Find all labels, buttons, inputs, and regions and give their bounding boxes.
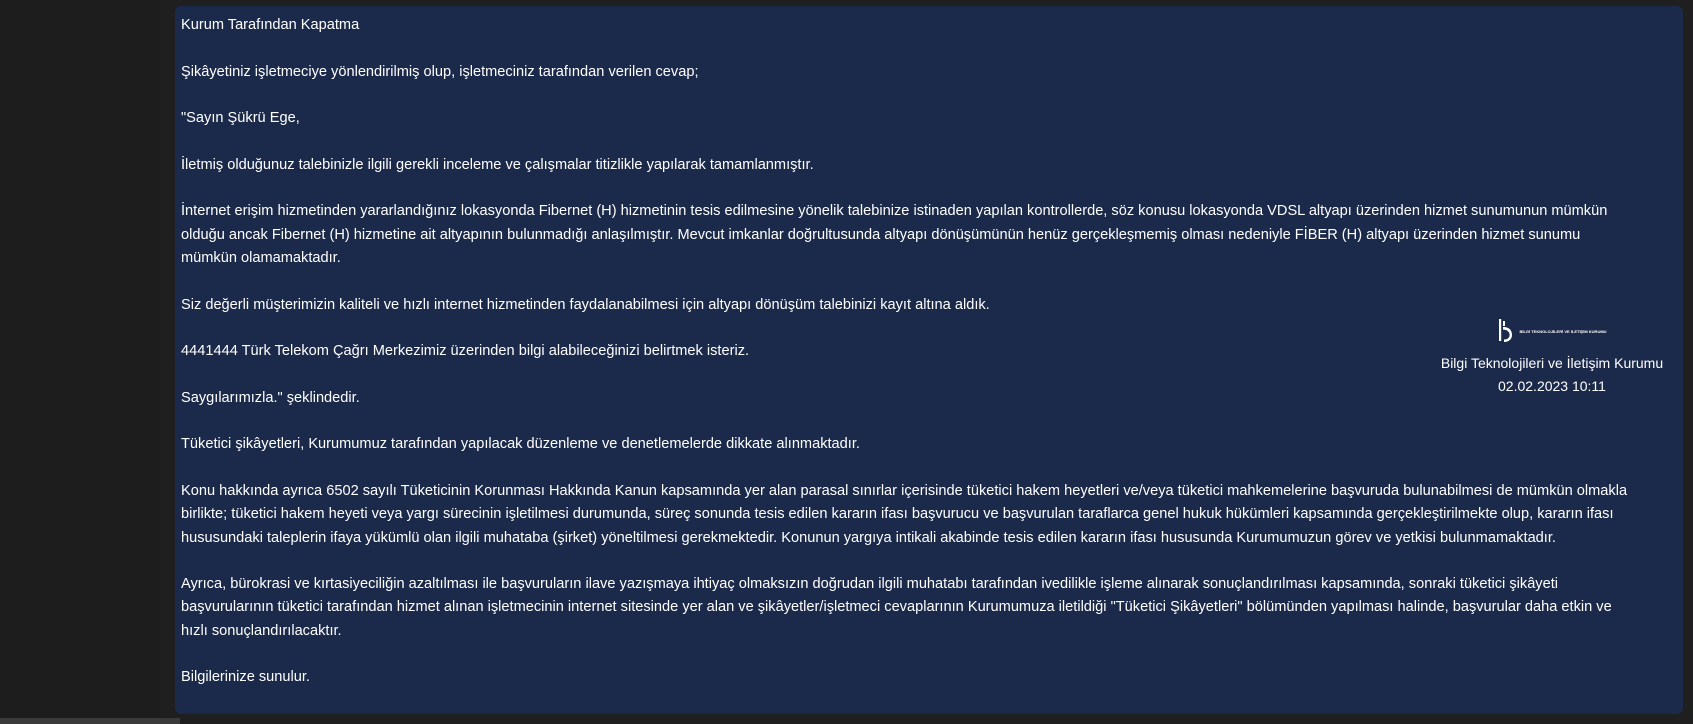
message-paragraph: Saygılarımızla." şeklindedir. [181, 389, 360, 406]
horizontal-scrollbar[interactable] [0, 718, 180, 724]
message-paragraph: Ayrıca, bürokrasi ve kırtasiyeciliğin azaltılması ile başvuruların ilave yazışmaya ihtiyaç olmaksızın doğrudan ilgili muhatabı tarafından ivedilikle işleme alınarak sonuçlandırılması kapsamında, sonraki tüketici şikâyeti başvurularının tüketici tarafından hizmet alınan işletmecinin internet sitesinde yer alan ve şikâyetler/işletmeci cevaplarının Kurumumuza iletildiği "Tüketici Şikâyetleri" bölümünden yapılması halinde, başvurular daha etkin ve hızlı sonuçlandırılacaktır. [181, 576, 1616, 639]
message-paragraph: Konu hakkında ayrıca 6502 sayılı Tüketicinin Korunması Hakkında Kanun kapsamında yer alan parasal sınırlar içerisinde tüketici hakem heyetleri ve/veya tüketici mahkemelerine başvuruda bulunabilmesi de mümkün olmakla birlikte; tüketici hakem heyeti veya yargı sürecinin işletilmesi durumunda, süreç sonunda tesis edilen kararın ifası başvurucu ve başvurulan taraflarca genel hukuk hükümleri kapsamında gerçekleştirilmekte olup, kararın ifası hususundaki taleplerin ifaya yükümlü olan ilgili muhataba (şirket) yöneltilmesi gerekmektedir. Konunun yargıya intikali akabinde tesis edilen kararın ifası hususunda Kurumumuzun görev ve yetkisi bulunmamaktadır. [181, 482, 1632, 546]
btk-logo-mark [1497, 317, 1515, 345]
sender-name: Bilgi Teknolojileri ve İletişim Kurumu [1440, 355, 1664, 371]
message-paragraph: İletmiş olduğunuz talebinizle ilgili gerekli inceleme ve çalışmalar titizlikle yapılarak tamamlanmıştır. [181, 156, 814, 173]
message-paragraph: Tüketici şikâyetleri, Kurumumuz tarafından yapılacak düzenleme ve denetlemelerde dikkate alınmaktadır. [181, 436, 860, 453]
message-paragraph: Siz değerli müşterimizin kaliteli ve hızlı internet hizmetinden faydalanabilmesi için altyapı dönüşüm talebinizi kayıt altına aldık. [181, 296, 990, 313]
logo-text [1519, 329, 1606, 334]
sender-info [1427, 316, 1677, 398]
logo-text-value: BİLGİ TEKNOLOJİLERİ VE İLETİŞİM KURUMU [1519, 328, 1607, 334]
left-rail [0, 0, 160, 724]
message-body [181, 14, 1631, 690]
sender-date: 02.02.2023 10:11 [1498, 378, 1606, 394]
message-card [175, 6, 1683, 714]
message-paragraph: "Sayın Şükrü Ege, [181, 110, 300, 127]
message-paragraph: Şikâyetiniz işletmeciye yönlendirilmiş olup, işletmeciniz tarafından verilen cevap; [181, 63, 699, 80]
message-paragraph: İnternet erişim hizmetinden yararlandığınız lokasyonda Fibernet (H) hizmetinin tesis edilmesine yönelik talebinize istinaden yapılan kontrollerde, söz konusu lokasyonda VDSL altyapı üzerinden hizmet sunumunun mümkün olduğu ancak Fibernet (H) hizmetine ait altyapının bulunmadığı anlaşılmıştır. Mevcut imkanlar doğrultusunda altyapı dönüşümünün henüz gerçekleşmemiş olması nedeniyle FİBER (H) altyapı üzerinden hizmet sunumu mümkün olamamaktadır. [181, 203, 1612, 266]
btk-logo-icon [1497, 316, 1606, 346]
message-paragraph: 4441444 Türk Telekom Çağrı Merkezimiz üzerinden bilgi alabileceğinizi belirtmek isteriz. [181, 343, 750, 360]
message-title: Kurum Tarafından Kapatma [181, 17, 360, 33]
message-paragraph: Bilgilerinize sunulur. [181, 669, 310, 686]
